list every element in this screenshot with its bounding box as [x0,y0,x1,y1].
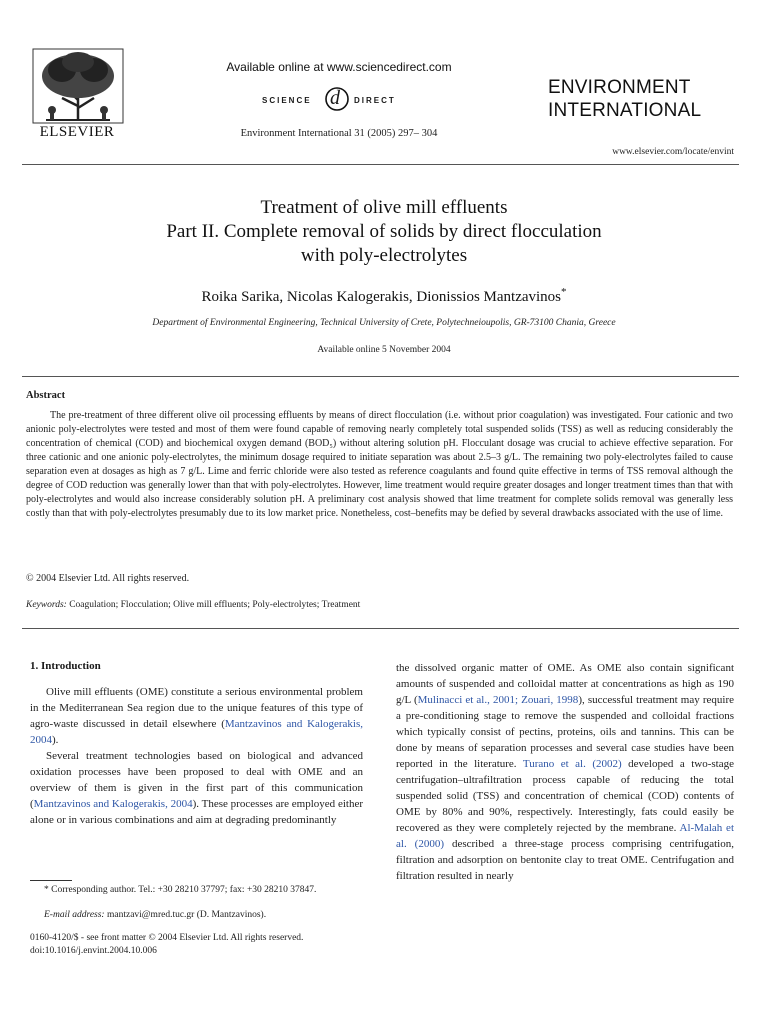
publisher-name: ELSEVIER [39,124,115,140]
journal-brand-line2: INTERNATIONAL [548,100,702,121]
citation-link[interactable]: Mantzavinos and Kalogerakis, 2004 [33,798,193,810]
abstract-top-divider [22,376,739,377]
citation-link[interactable]: Mantzavinos and Kalogerakis, 2004 [30,718,364,746]
abstract-heading: Abstract [26,390,66,401]
front-matter [30,932,303,958]
keywords-label: Keywords: [26,600,67,610]
section-heading-introduction: 1. Introduction [30,660,101,672]
affiliation: Department of Environmental Engineering, Technical University of Crete, Polytechneioupolis, GR-73100 Chania, Greece [152,318,616,328]
doi-link[interactable]: doi:10.1016/j.envint.2004.10.006 [30,946,157,956]
authors-text: Roika Sarika, Nicolas Kalogerakis, Dionissios Mantzavinos [201,289,562,305]
journal-brand [548,76,738,122]
abstract-copyright: © 2004 Elsevier Ltd. All rights reserved. [26,573,190,584]
available-online-link[interactable]: Available online at www.sciencedirect.com [226,60,452,74]
elsevier-logo [22,48,132,140]
email-label: E-mail address: [44,910,105,920]
sciencedirect-logo [262,86,422,116]
footnote-divider [30,880,72,881]
email-address[interactable]: mantzavi@mred.tuc.gr (D. Mantzavinos). [106,910,267,920]
abstract-bottom-divider [22,628,739,629]
right-text-1: the dissolved organic matter of OME. As OME also contain significant amounts of suspended and colloidal matter at concentrations as high as 190 g/L ( [396,662,734,706]
citation-link[interactable]: Mulinacci et al., 2001; Zouari, 1998 [417,694,579,706]
front-matter-line: 0160-4120/$ - see front matter © 2004 Elsevier Ltd. All rights reserved. [30,933,304,943]
intro-p2-text-b: ). These processes are employed either alone or in various combinations and aim at degrading predominantly [30,798,363,826]
right-column [396,660,734,884]
journal-reference: Environment International 31 (2005) 297– 304 [240,128,438,139]
sd-symbol: d [330,87,340,109]
right-column-paragraph [396,660,734,884]
available-date: Available online 5 November 2004 [317,345,451,355]
abstract-body: The pre-treatment of three different olive oil processing effluents by means of direct flocculation (i.e. without prior coagulation) was investigated. Four cationic and two anionic poly-electrolytes were tested and most of them were found capable of removing nearly completely total suspended solids (TSS) as well as reducing considerably the concentration of chemical (COD) and biochemical oxygen demand (BOD₅) without altering solution pH. Flocculant dosage was crucial to achieve effective separation. For three cationic and one anionic poly-electrolytes, the minimum dosage required to initiate separation was about 2.5–3 g/L. The remaining two poly-electrolytes failed to cause separation even at dosages as high as 7 g/L. Lime and ferric chloride were also tested as reference coagulants and found quite effective in terms of TSS removal although the degree of COD reduction was generally lower than that with poly-electrolytes. However, lime treatment would require greater dosages and longer treatment times than that with poly-electrolytes and would also increase considerably solution pH. A preliminary cost analysis showed that lime treatment for complete solids removal was generally less costly than that with poly-electrolytes presumably due to its low market price. Nonetheless, cost–benefits may be defied by several drawbacks associated with the use of lime. [26,410,733,519]
keywords [26,600,360,610]
corresponding-author-mark[interactable]: * [561,286,567,298]
journal-url-link[interactable]: www.elsevier.com/locate/envint [612,147,734,157]
title-line-3: with poly-electrolytes [300,245,468,266]
sd-right-text: DIRECT [354,96,396,105]
right-text-2: ), successful treatment may require a pre-conditioning stage to remove the suspended and colloidal fractions which typically consist of pectins, proteins, oils and tannins. This can be done by means of separation processes and several case studies have been reported in the literature. [396,694,734,770]
journal-brand-line1: ENVIRONMENT [548,77,691,98]
sd-left-text: SCIENCE [262,96,312,105]
title-line-2: Part II. Complete removal of solids by direct flocculation [166,221,602,242]
left-column [30,660,363,828]
keywords-list: Coagulation; Flocculation; Olive mill effluents; Poly-electrolytes; Treatment [69,600,361,610]
author-list [60,286,708,306]
citation-link[interactable]: Turano et al. (2002) [522,758,622,770]
intro-p1-text-b: ). [52,734,59,746]
intro-paragraph-2 [30,748,363,828]
elsevier-tree-icon [32,48,124,124]
header-divider [22,164,739,165]
footnote-corresponding-author: * Corresponding author. Tel.: +30 28210 37797; fax: +30 28210 37847. [44,885,317,895]
right-text-3: developed a two-stage centrifugation–ultrafiltration process capable of reducing the total suspended solid (TSS) and concentration of chemical (COD) contents of OME by 80% and 90%, respectively. Interestingly, fats could easily be recovered as they were completely rejected by the membrane. [396,758,734,834]
intro-p1-text-a: Olive mill effluents (OME) constitute a serious environmental problem in the Mediterranean Sea region due to the unique features of this type of agro-waste discussed in detail elsewhere ( [30,686,363,730]
article-title [60,196,708,268]
intro-paragraph-1 [30,684,363,748]
footnote-email [44,910,266,920]
title-line-1: Treatment of olive mill effluents [260,197,508,218]
citation-link[interactable]: Al-Malah et al. (2000) [396,822,734,850]
right-text-4: described a three-stage process comprising centrifugation, filtration and adsorption on bentonite clay to treat OME. Centrifugation and filtration resulted in nearly [396,838,734,882]
intro-p2-text-a: Several treatment technologies based on biological and advanced oxidation processes have been proposed to deal with OME and an overview of them is given in the first part of this communication ( [30,750,363,810]
